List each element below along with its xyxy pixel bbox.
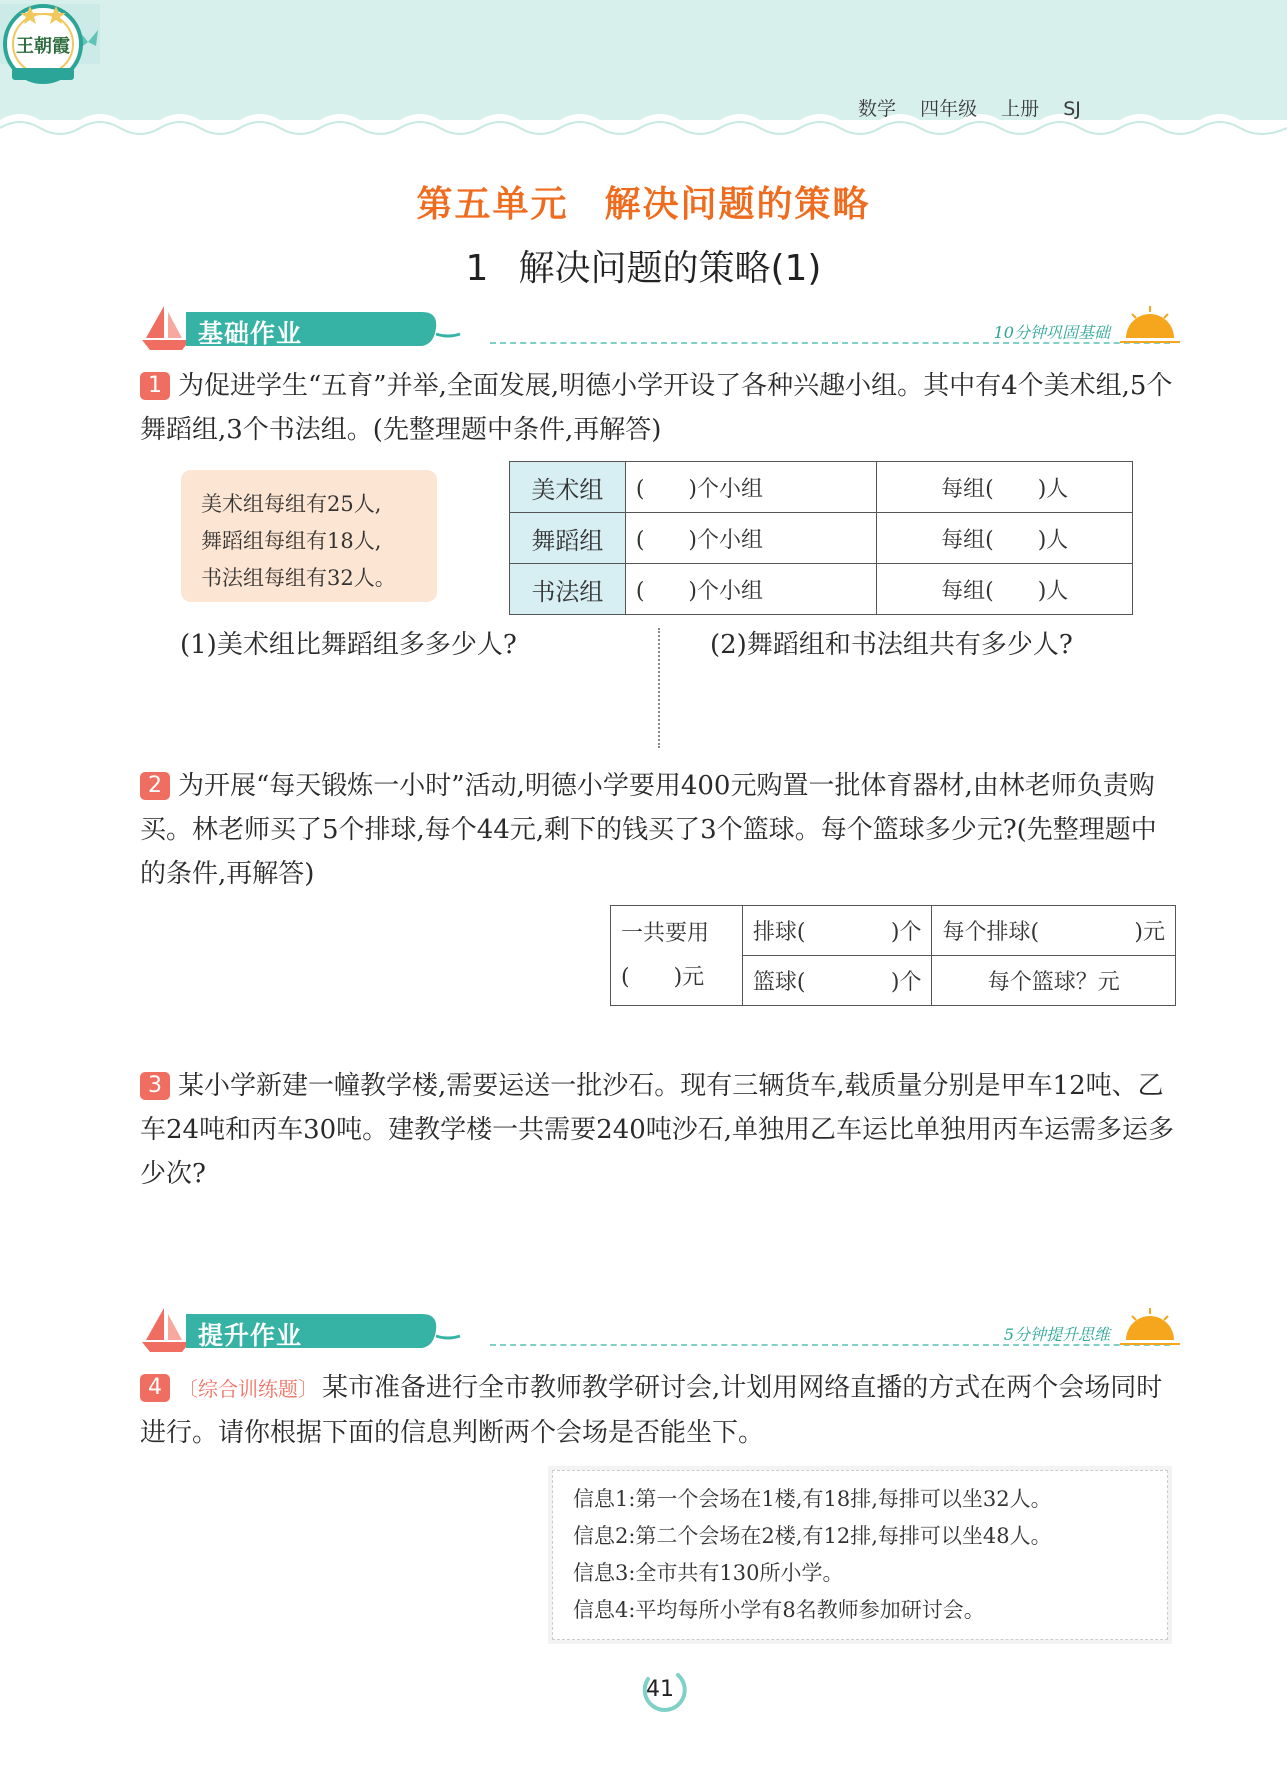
- question-4-text: 某市准备进行全市教师教学研讨会,计划用网络直播的方式在两个会场同时进行。请你根据下面的信息判断两个会场是否能坐下。: [140, 1373, 1163, 1448]
- q1-table: [509, 461, 1133, 615]
- question-4-tag: 〔综合训练题〕: [178, 1377, 318, 1401]
- table-row: [510, 564, 1133, 615]
- lesson-name: 解决问题的策略(1): [518, 248, 822, 289]
- sunrise-icon: [1120, 302, 1180, 346]
- q1-subquestion-1: (1)美术组比舞蹈组多多少人?: [180, 630, 517, 660]
- question-3-text: 某小学新建一幢教学楼,需要运送一批沙石。现有三辆货车,载质量分别是甲车12吨、乙车24吨和丙车30吨。建教学楼一共需要240吨沙石,单独用乙车运比单独用丙车运需多运多少次?: [140, 1071, 1175, 1189]
- q1-info-card: [181, 470, 437, 602]
- basketball-count-cell[interactable]: [742, 956, 932, 1006]
- meta-subject: 数学: [858, 98, 897, 120]
- question-3-number: 3: [140, 1072, 170, 1100]
- basketball-count-a: 篮球(: [752, 970, 806, 995]
- table-cell-group: 美术组: [510, 462, 626, 513]
- table-cell-count[interactable]: ( )个小组: [625, 564, 877, 615]
- total-label: 一共要用: [621, 920, 710, 946]
- q4-info-line: 信息4:平均每所小学有8名教师参加研讨会。: [573, 1598, 985, 1622]
- q1-info-line: 美术组每组有25人,: [201, 492, 382, 516]
- question-1-number: 1: [140, 372, 170, 400]
- table-cell-count[interactable]: ( )个小组: [625, 513, 877, 564]
- meta-grade: 四年级: [920, 98, 978, 120]
- answer-divider: [658, 628, 660, 748]
- header-band: [0, 0, 1287, 150]
- lesson-number: 1: [465, 248, 489, 289]
- q4-info-line: 信息1:第一个会场在1楼,有18排,每排可以坐32人。: [573, 1487, 1052, 1511]
- meta-term: 上册: [1001, 98, 1040, 120]
- table-cell-per[interactable]: 每组( )人: [877, 462, 1133, 513]
- lesson-title: [0, 240, 1287, 291]
- total-cell[interactable]: [611, 906, 743, 1006]
- meta-edition: SJ: [1063, 98, 1081, 120]
- volleyball-price-a: 每个排球(: [942, 920, 1040, 945]
- page-number-text: 41: [646, 1677, 674, 1702]
- table-row: [510, 513, 1133, 564]
- volleyball-price-b: )元: [1134, 920, 1165, 945]
- logo-text: 王朝霞: [16, 36, 70, 57]
- question-1: [140, 364, 1180, 452]
- page-number: [638, 1665, 688, 1715]
- section-advanced-note: 5分钟提升思维: [1003, 1325, 1110, 1344]
- question-1-text: 为促进学生“五育”并举,全面发展,明德小学开设了各种兴趣小组。其中有4个美术组,5个舞蹈组,3个书法组。(先整理题中条件,再解答): [140, 371, 1173, 445]
- q1-info-line: 舞蹈组每组有18人,: [201, 529, 382, 553]
- table-cell-per[interactable]: 每组( )人: [877, 564, 1133, 615]
- q1-info-line: 书法组每组有32人。: [201, 566, 396, 590]
- table-cell-per[interactable]: 每组( )人: [877, 513, 1133, 564]
- sailboat-icon: [140, 302, 192, 352]
- q4-info-line: 信息3:全市共有130所小学。: [573, 1561, 844, 1585]
- section-basic-note: 10分钟巩固基础: [993, 323, 1110, 342]
- q4-info-line: 信息2:第二个会场在2楼,有12排,每排可以坐48人。: [573, 1524, 1052, 1548]
- q2-table: [610, 905, 1176, 1006]
- volleyball-price-cell[interactable]: [932, 906, 1176, 956]
- unit-topic: 解决问题的策略: [604, 184, 871, 225]
- question-3: [140, 1064, 1180, 1196]
- question-4: [140, 1366, 1180, 1455]
- total-value: ( )元: [621, 964, 705, 990]
- volleyball-count-a: 排球(: [752, 920, 806, 945]
- question-2-number: 2: [140, 772, 170, 800]
- volleyball-count-b: )个: [890, 920, 922, 945]
- q4-info-card: [552, 1470, 1168, 1640]
- basketball-price-cell: 每个篮球？元: [932, 956, 1176, 1006]
- table-cell-group: 舞蹈组: [510, 513, 626, 564]
- question-2-text: 为开展“每天锻炼一小时”活动,明德小学要用400元购置一批体育器材,由林老师负责购买。林老师买了5个排球,每个44元,剩下的钱买了3个篮球。每个篮球多少元?(先整理题中的条件,再解答): [140, 771, 1157, 889]
- table-row: [510, 462, 1133, 513]
- sailboat-icon: [140, 1304, 192, 1354]
- section-basic-label: 基础作业: [198, 319, 303, 348]
- question-2: [140, 764, 1180, 896]
- basketball-count-b: )个: [890, 970, 922, 995]
- section-advanced-label: 提升作业: [198, 1321, 303, 1350]
- book-meta: [858, 94, 1099, 121]
- unit-label: 第五单元: [416, 184, 569, 225]
- question-4-number: 4: [140, 1374, 170, 1402]
- sunrise-icon: [1120, 1304, 1180, 1348]
- volleyball-count-cell[interactable]: [742, 906, 932, 956]
- section-advanced-header: [140, 1304, 1180, 1356]
- q1-subquestion-2: (2)舞蹈组和书法组共有多少人?: [710, 630, 1073, 660]
- section-basic-header: [140, 302, 1180, 354]
- table-cell-count[interactable]: ( )个小组: [625, 462, 877, 513]
- table-row: [611, 906, 1176, 956]
- unit-title: [0, 176, 1287, 227]
- brand-logo: [0, 0, 86, 90]
- table-cell-group: 书法组: [510, 564, 626, 615]
